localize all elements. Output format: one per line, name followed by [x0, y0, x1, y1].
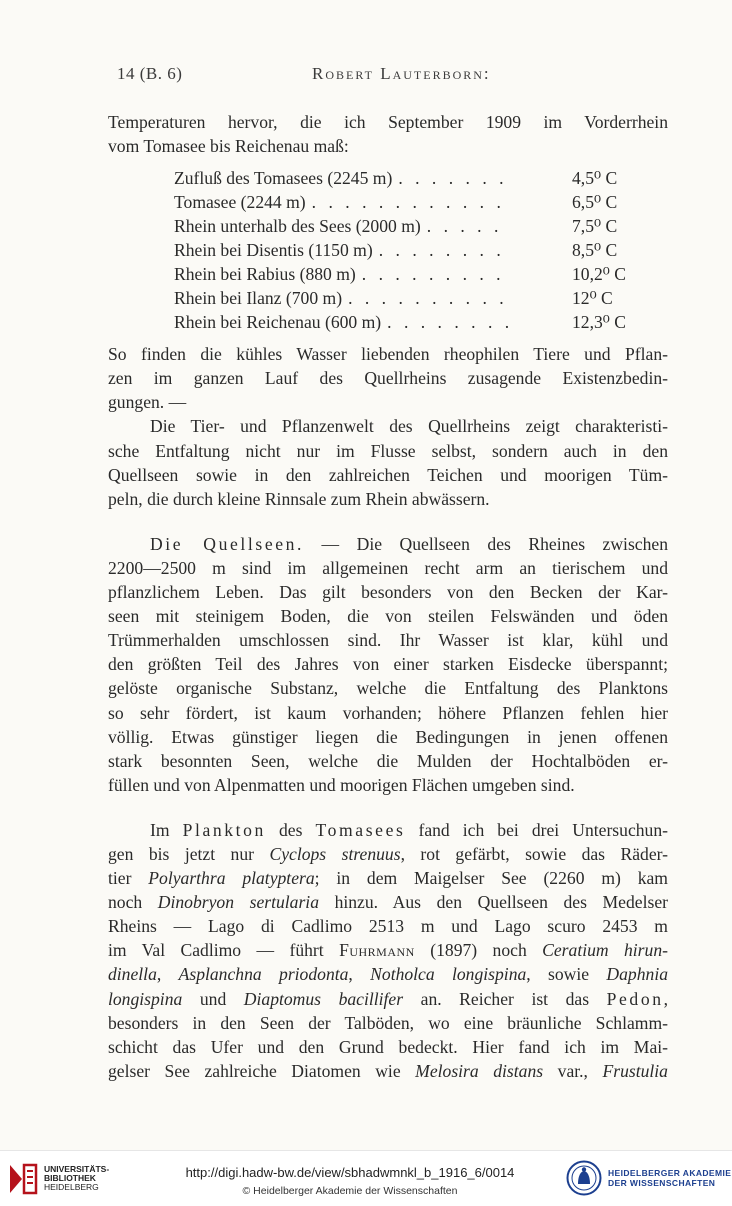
paragraph-line: noch Dinobryon sertularia hinzu. Aus den Quellseen des Medelser — [108, 892, 668, 913]
paragraph-line: longispina und Diaptomus bacillifer an. Reicher ist das Pedon, — [108, 988, 669, 1009]
species-name: Frustulia — [602, 1060, 668, 1081]
species-name: longispina — [108, 988, 183, 1009]
paragraph-line: sche Entfaltung nicht nur im Flusse selbst, sondern auch in den — [108, 440, 668, 461]
dot-leader: . . . . . . . . — [378, 240, 505, 261]
species-name: dinella — [108, 964, 157, 985]
library-name: UNIVERSITÄTS- BIBLIOTHEK HEIDELBERG — [44, 1164, 110, 1192]
paragraph-line: Quellseen sowie in den zahlreichen Teichen und moorigen Tüm- — [108, 464, 668, 485]
paragraph-line: den größten Teil des Jahres von einer starken Eisdecke überspannt; — [108, 654, 668, 675]
species-name: Notholca longispina — [370, 964, 527, 985]
author-name: Fuhrmann — [339, 940, 415, 961]
species-name: Dinobryon sertularia — [157, 892, 319, 913]
intro-line: Temperaturen hervor, die ich September 1909 im Vorderrhein — [108, 112, 668, 132]
paragraph-line: Rheins — Lago di Cadlimo 2513 m und Lago scuro 2453 m — [108, 916, 668, 937]
species-name: Cyclops strenuus — [269, 843, 401, 864]
paragraph-line: Die Tier- und Pflanzenwelt des Quellrheins zeigt charakteristi- — [150, 416, 668, 437]
location-cell: Rhein bei Disentis (1150 m) — [174, 240, 373, 261]
table-row — [174, 310, 644, 334]
paragraph-line: 2200—2500 m sind im allgemeinen recht arm an tierischem und — [108, 557, 668, 578]
section-heading: Die Quellseen. — [150, 533, 305, 554]
location-cell: Tomasee (2244 m) — [174, 192, 306, 213]
temperature-cell: 6,5⁰ C — [572, 192, 618, 213]
temperature-cell: 7,5⁰ C — [572, 216, 618, 237]
species-name: Ceratium hirun- — [542, 940, 668, 961]
temperature-cell: 12,3⁰ C — [572, 312, 626, 333]
species-name: Melosira distans — [415, 1060, 544, 1081]
temperature-cell: 12⁰ C — [572, 288, 613, 309]
paragraph-line: zen im ganzen Lauf des Quellrheins zusagende Existenzbedin- — [108, 368, 668, 389]
species-name: Diaptomus bacillifer — [243, 988, 404, 1009]
paragraph-line: peln, die durch kleine Rinnsale zum Rhein abwässern. — [108, 488, 490, 509]
page-header — [117, 64, 667, 88]
temperature-cell: 10,2⁰ C — [572, 264, 626, 285]
paragraph-line: pflanzlichem Leben. Das gilt besonders von den Becken der Kar- — [108, 582, 668, 603]
species-name: Daphnia — [606, 964, 668, 985]
dot-leader: . . . . . — [426, 216, 503, 237]
table-row — [174, 214, 644, 238]
species-name: Polyarthra platyptera — [148, 868, 315, 889]
copyright-notice: © Heidelberger Akademie der Wissenschaften — [242, 1185, 458, 1197]
paragraph-line: gelöste organische Substanz, welche die Entfaltung des Planktons — [108, 678, 668, 699]
university-library-logo-icon — [8, 1163, 38, 1195]
body-text — [108, 110, 668, 1083]
paragraph-line: gungen. — — [108, 392, 187, 413]
paragraph-line: besonders in den Seen der Talböden, wo eine bräunliche Schlamm- — [108, 1012, 668, 1033]
dot-leader: . . . . . . . . . . . . — [311, 192, 505, 213]
location-cell: Rhein bei Rabius (880 m) — [174, 264, 356, 285]
spaced-term: Tomasees — [315, 819, 406, 840]
location-cell: Zufluß des Tomasees (2245 m) — [174, 168, 393, 189]
dot-leader: . . . . . . . . — [387, 312, 514, 333]
species-name: Asplanchna priodonta — [178, 964, 349, 985]
location-cell: Rhein unterhalb des Sees (2000 m) — [174, 216, 421, 237]
paragraph-line: füllen und von Alpenmatten und moorigen Flächen umgeben sind. — [108, 774, 575, 795]
paragraph-line: dinella, Asplanchna priodonta, Notholca longispina, sowie Daphnia — [108, 964, 668, 985]
dot-leader: . . . . . . . . . — [361, 264, 505, 285]
paragraph-line: seen mit steinigem Boden, die von steilen Felswänden und öden — [108, 606, 668, 627]
footer-bar — [0, 1150, 732, 1206]
permalink[interactable]: http://digi.hadw-bw.de/view/sbhadwmnkl_b_1916_6/0014 — [185, 1165, 515, 1180]
paragraph-line: gelser See zahlreiche Diatomen wie Melosira distans var., Frustulia — [108, 1060, 668, 1081]
table-row — [174, 238, 644, 262]
location-cell: Rhein bei Ilanz (700 m) — [174, 288, 343, 309]
running-head: Robert Lauterborn: — [312, 64, 491, 83]
paragraph-line: so sehr fördert, ist kaum vorhanden; höhere Pflanzen fehlen hier — [108, 702, 668, 723]
paragraph-line: im Val Cadlimo — führt Fuhrmann (1897) noch Ceratium hirun- — [108, 940, 668, 961]
academy-name: HEIDELBERGER AKADEMIE DER WISSENSCHAFTEN — [608, 1168, 732, 1188]
location-cell: Rhein bei Reichenau (600 m) — [174, 312, 382, 333]
temperature-cell: 8,5⁰ C — [572, 240, 618, 261]
table-row — [174, 166, 644, 190]
paragraph-line: schicht das Ufer und den Grund bedeckt. Hier fand ich im Mai- — [108, 1036, 668, 1057]
temperature-cell: 4,5⁰ C — [572, 168, 618, 189]
paragraph-line: stark besonnten Seen, welche die Mulden der Hochtalböden er- — [108, 750, 668, 771]
paragraph-line: Trümmerhalden umschlossen sind. Ihr Wasser ist klar, kühl und — [108, 630, 668, 651]
paragraph-line: Die Quellseen. — Die Quellseen des Rheines zwischen — [150, 533, 668, 554]
academy-seal-icon — [566, 1160, 602, 1196]
dot-leader: . . . . . . . . . . — [348, 288, 508, 309]
intro-line: vom Tomasee bis Reichenau maß: — [108, 136, 349, 157]
spaced-term: Pedon — [606, 988, 664, 1009]
table-row — [174, 262, 644, 286]
spaced-term: Plankton — [182, 819, 266, 840]
temperature-table — [174, 166, 644, 334]
paragraph-line: tier Polyarthra platyptera; in dem Maigelser See (2260 m) kam — [108, 868, 668, 889]
paragraph-line: völlig. Etwas günstiger liegen die Bedingungen in jenen offenen — [108, 726, 668, 747]
paragraph-line: So finden die kühles Wasser liebenden rheophilen Tiere und Pflan- — [108, 344, 668, 365]
paragraph-line: Im Plankton des Tomasees fand ich bei drei Untersuchun- — [150, 819, 668, 840]
page-number: 14 (B. 6) — [117, 64, 183, 83]
table-row — [174, 190, 644, 214]
dot-leader: . . . . . . . — [398, 168, 508, 189]
table-row — [174, 286, 644, 310]
paragraph-line: gen bis jetzt nur Cyclops strenuus, rot gefärbt, sowie das Räder- — [108, 843, 668, 864]
